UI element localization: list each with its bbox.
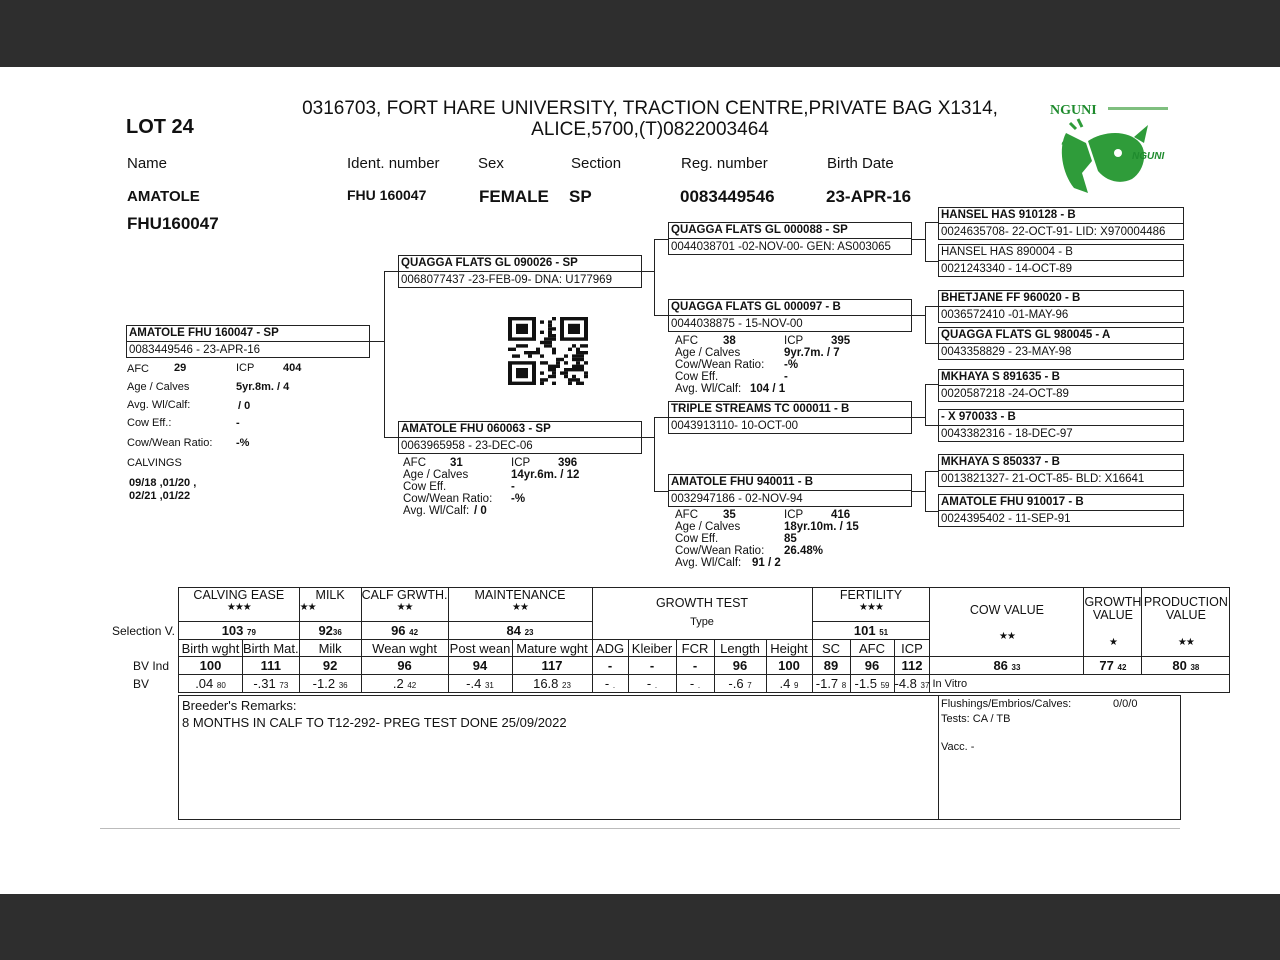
qr-code-icon	[508, 317, 588, 385]
remarks-box	[178, 695, 1181, 820]
sel-fert: 101 51	[812, 622, 930, 640]
col-kleiber: Kleiber	[628, 640, 676, 657]
remarks-label: Breeder's Remarks:	[182, 698, 297, 713]
bv-cell: -4.8 37	[894, 676, 930, 691]
pedigree-subject	[126, 325, 370, 358]
sire-title: QUAGGA FLATS GL 090026 - SP	[401, 257, 578, 269]
bvind-cell: 111	[243, 657, 300, 675]
animal-section: SP	[569, 187, 592, 206]
dd-title: AMATOLE FHU 940011 - B	[671, 476, 814, 488]
bv-cell: - .	[592, 675, 628, 693]
sd-title: QUAGGA FLATS GL 000097 - B	[671, 301, 841, 313]
group-growth-test: GROWTH TEST Type	[592, 588, 812, 640]
subject-wl-label: Avg. Wl/Calf:	[127, 399, 191, 411]
sel-calf: 96 42	[361, 622, 448, 640]
animal-name: AMATOLE	[127, 188, 200, 205]
pedigree-sire-dam	[668, 299, 912, 332]
bvind-cell: 96	[714, 657, 766, 675]
subject-afc-label: AFC	[127, 363, 149, 375]
col-afc: AFC	[850, 640, 894, 657]
label-section: Section	[571, 155, 622, 172]
bv-cell: 16.8 23	[512, 675, 592, 693]
bv-cell: - .	[628, 675, 676, 693]
pedigree-dam-dam	[668, 474, 912, 507]
ss-reg: 0044038701 -02-NOV-00- GEN: AS003065	[671, 241, 891, 253]
label-bv: BV	[133, 677, 150, 691]
animal-sex: FEMALE	[479, 187, 549, 206]
col-post-wean: Post wean	[449, 640, 511, 656]
ds-title: TRIPLE STREAMS TC 000011 - B	[671, 403, 850, 415]
label-name: Name	[127, 155, 168, 172]
bv-index-row	[179, 657, 1230, 675]
stars-prod: ★★	[1177, 636, 1194, 648]
logo-wordmark: NGUNI	[1050, 103, 1097, 118]
calvings-line-2: 02/21 ,01/22	[129, 490, 191, 502]
bv-cell: .04 80	[179, 675, 243, 693]
bv-cell: .2 42	[361, 675, 448, 693]
bv-cell: - .	[676, 675, 714, 693]
col-height: Height	[766, 640, 812, 657]
label-selection-value: Selection V.	[112, 624, 175, 638]
col-birth-wght: Birth wght	[179, 640, 243, 657]
sel-milk: 9236	[299, 622, 361, 640]
col-birth-mat-: Birth Mat.	[243, 640, 299, 656]
sd-stats: AFC 38 ICP 395 Age / Calves 9yr.7m. / 7 Cow/Wean Ratio: -% Cow Eff. - Avg. Wl/Calf: 104 / 1	[675, 335, 851, 395]
bvind-cell: 96	[361, 657, 448, 675]
bv-cell: -1.5 59	[850, 675, 894, 693]
sire-reg: 0068077437 -23-FEB-09- DNA: U177969	[401, 274, 612, 286]
animal-birth: 23-APR-16	[826, 187, 912, 206]
subject-icp-label: ICP	[236, 362, 255, 374]
calvings-line-1: 09/18 ,01/20 ,	[129, 477, 197, 489]
col-length: Length	[714, 640, 766, 657]
pedigree-dam-sire	[668, 401, 912, 434]
pedigree-dam	[398, 421, 642, 454]
bvind-cell: 94	[448, 657, 512, 675]
type-label: Type	[690, 616, 714, 628]
bvind-cell: 89	[812, 657, 850, 675]
pedigree-sire-sire	[668, 222, 912, 255]
pedigree-gg-8: AMATOLE FHU 910017 - B 0024395402 - 11-SEP-91	[938, 494, 1184, 527]
subject-icp: 404	[283, 362, 302, 374]
address-line-2: ALICE,5700,(T)0822003464	[531, 119, 769, 140]
col-icp: ICP	[894, 640, 930, 657]
dam-stats: AFC 31 ICP 396 Age / Calves 14yr.6m. / 12 Cow Eff. - Cow/Wean Ratio: -% Avg. Wl/Calf: / 0	[403, 457, 580, 517]
address-line-1: 0316703, FORT HARE UNIVERSITY, TRACTION CENTRE,PRIVATE BAG X1314,	[302, 98, 998, 119]
production-value: 80 38	[1142, 657, 1230, 675]
bv-cell: -.31 73	[243, 675, 300, 693]
group-growth-value: GROWTH VALUE ★	[1084, 588, 1142, 657]
subject-age-label: Age / Calves	[127, 381, 190, 393]
flushings-value: 0/0/0	[1113, 698, 1138, 710]
stars-growthv: ★	[1108, 636, 1117, 648]
pedigree-gg-3: BHETJANE FF 960020 - B 0036572410 -01-MAY-96	[938, 290, 1184, 323]
animal-code: FHU160047	[127, 214, 219, 233]
bvind-cell: 100	[766, 657, 812, 675]
bv-cell: -.6 7	[714, 675, 766, 693]
bvind-cell: 100	[179, 657, 243, 675]
bvind-cell: -	[676, 657, 714, 675]
ds-reg: 0043913110- 10-OCT-00	[671, 420, 799, 432]
pedigree-gg-1: HANSEL HAS 910128 - B 0024635708- 22-OCT-91- LID: X970004486	[938, 207, 1184, 240]
tests-value: Tests: CA / TB	[941, 713, 1011, 725]
group-cow-value: COW VALUE ★★	[930, 588, 1084, 657]
dam-title: AMATOLE FHU 060063 - SP	[401, 423, 551, 435]
subject-afc: 29	[174, 362, 187, 374]
stars-cow: ★★	[998, 630, 1015, 642]
lot-sheet	[0, 67, 1280, 894]
bv-row	[179, 675, 1230, 693]
subject-cow-label: Cow Eff.:	[127, 417, 172, 429]
col-sc: SC	[812, 640, 850, 657]
dd-reg: 0032947186 - 02-NOV-94	[671, 493, 803, 505]
sel-maint: 84 23	[448, 622, 592, 640]
breeding-values-table	[178, 587, 1230, 693]
lot-number: LOT 24	[126, 116, 194, 138]
pedigree-sire	[398, 255, 642, 288]
nguni-logo	[1048, 103, 1174, 198]
col-fcr: FCR	[676, 640, 714, 657]
group-calf-growth: CALF GRWTH. ★★	[361, 588, 448, 622]
col-milk: Milk	[299, 640, 361, 657]
label-sex: Sex	[478, 155, 504, 172]
pedigree-gg-5: MKHAYA S 891635 - B 0020587218 -24-OCT-89	[938, 369, 1184, 402]
subject-cw: -%	[236, 437, 250, 449]
pedigree-gg-7: MKHAYA S 850337 - B 0013821327- 21-OCT-85- BLD: X16641	[938, 454, 1184, 487]
bv-cell: .4 9	[766, 675, 812, 693]
subject-cow: -	[236, 417, 240, 429]
subject-wl: / 0	[238, 400, 251, 412]
col-adg: ADG	[592, 640, 628, 657]
dam-reg: 0063965958 - 23-DEC-06	[401, 440, 533, 452]
remarks-text: 8 MONTHS IN CALF TO T12-292- PREG TEST DONE 25/09/2022	[182, 715, 567, 730]
bv-cell: -1.7 8	[812, 675, 850, 693]
group-calving-ease: CALVING EASE ★★★	[179, 588, 300, 622]
label-reg: Reg. number	[681, 155, 768, 172]
bvind-cell: 112	[894, 657, 930, 675]
vacc-value: Vacc. -	[941, 741, 975, 753]
footer-divider	[100, 828, 1180, 829]
subject-age: 5yr.8m. / 4	[236, 381, 290, 393]
label-ident: Ident. number	[347, 155, 440, 172]
bv-cell: -1.2 36	[299, 675, 361, 693]
sd-reg: 0044038875 - 15-NOV-00	[671, 318, 803, 330]
ss-title: QUAGGA FLATS GL 000088 - SP	[671, 224, 848, 236]
col-wean-wght: Wean wght	[361, 640, 448, 657]
label-bv-index: BV Ind	[133, 659, 170, 673]
pedigree-gg-2: HANSEL HAS 890004 - B 0021243340 - 14-OCT-89	[938, 244, 1184, 277]
group-production-value: PRODUCTION VALUE ★★	[1142, 588, 1230, 657]
animal-reg: 0083449546	[680, 187, 775, 206]
dd-stats: AFC 35 ICP 416 Age / Calves 18yr.10m. / 15 Cow Eff. 85 Cow/Wean Ratio: 26.48% Avg. Wl/Calf: 91 / 2	[675, 509, 859, 569]
growth-value: 77 42	[1084, 657, 1142, 675]
col-mature-wght: Mature wght	[512, 640, 592, 657]
in-vitro: In Vitro	[930, 675, 1230, 693]
subject-reg: 0083449546 - 23-APR-16	[129, 344, 261, 356]
bvind-cell: 92	[299, 657, 361, 675]
subject-cw-label: Cow/Wean Ratio:	[127, 437, 213, 449]
pedigree-gg-6: - X 970033 - B 0043382316 - 18-DEC-97	[938, 409, 1184, 442]
pedigree-gg-4: QUAGGA FLATS GL 980045 - A 0043358829 - 23-MAY-98	[938, 327, 1184, 360]
bvind-cell: -	[628, 657, 676, 675]
bvind-cell: 117	[512, 657, 592, 675]
owner-address	[260, 98, 1040, 140]
flushings-label: Flushings/Embrios/Calves:	[941, 698, 1072, 710]
group-maintenance: MAINTENANCE ★★	[448, 588, 592, 622]
sel-calving: 103 79	[179, 622, 300, 640]
animal-ident: FHU 160047	[347, 187, 427, 203]
group-fertility: FERTILITY ★★★	[812, 588, 930, 622]
bvind-cell: -	[592, 657, 628, 675]
bv-cell: -.4 31	[448, 675, 512, 693]
group-milk: MILK ★★	[299, 588, 361, 622]
cow-value: 86 33	[930, 657, 1084, 675]
label-birth: Birth Date	[827, 155, 894, 172]
subject-title: AMATOLE FHU 160047 - SP	[129, 327, 279, 339]
calvings-label: CALVINGS	[127, 457, 182, 469]
logo-badge: NGUNI	[1132, 151, 1165, 162]
bvind-cell: 96	[850, 657, 894, 675]
